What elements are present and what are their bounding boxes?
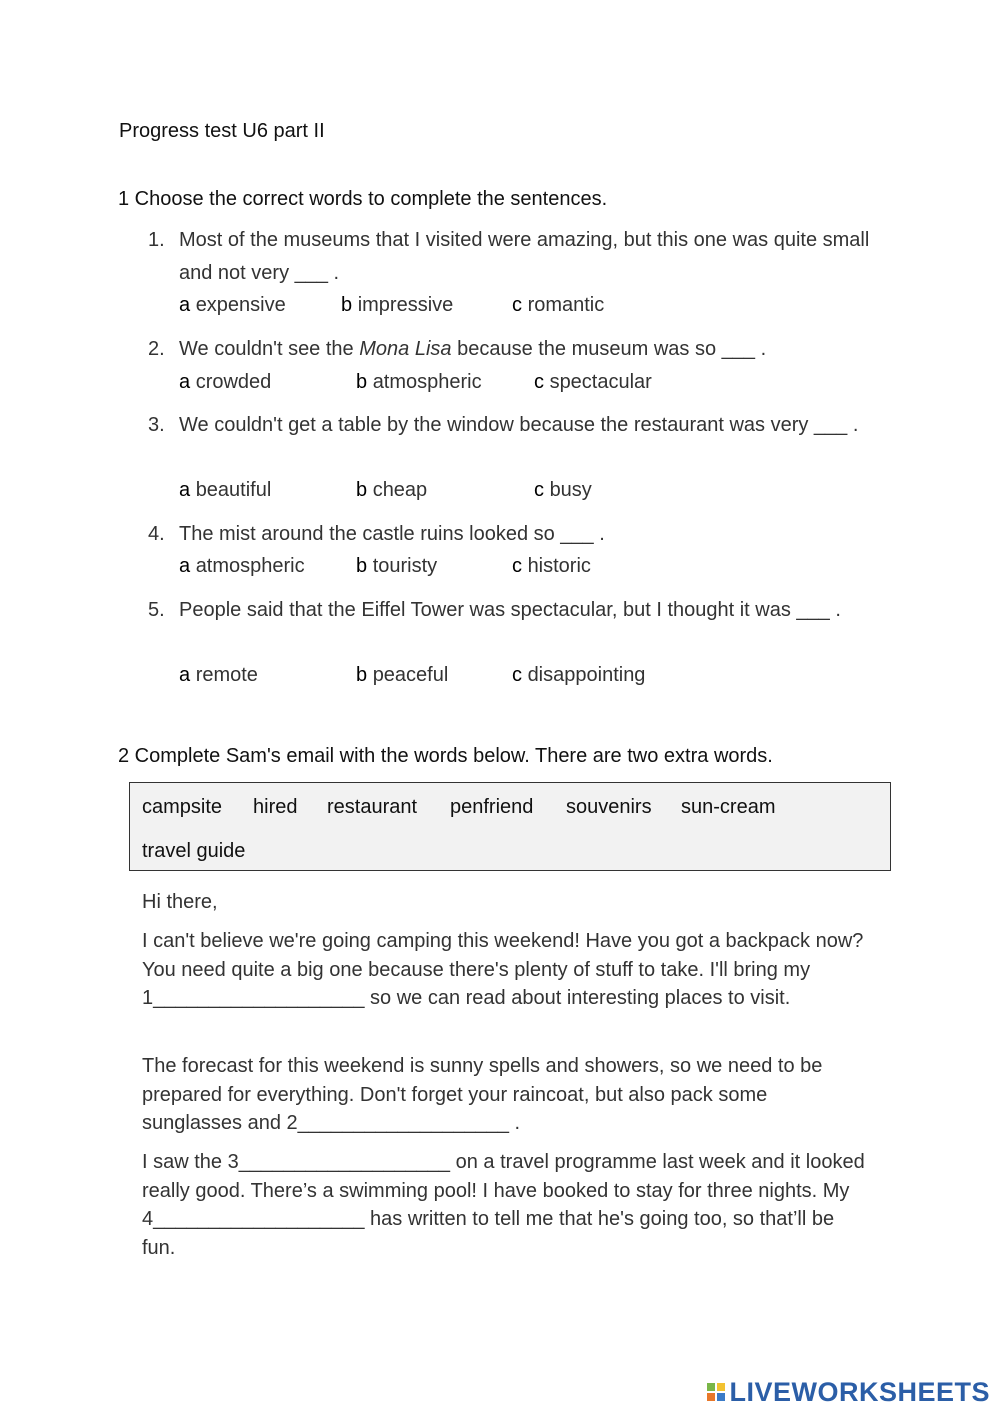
option-a[interactable]: a remote bbox=[179, 664, 258, 686]
email-paragraph-3: I saw the 3___________________ on a travel programme last week and it looked really good. There’s a swimming pool! I have booked to stay for three nights. My 4___________________ has written to tell me that he's going too, so that’ll be fun. bbox=[142, 1151, 865, 1259]
option-b[interactable]: b peaceful bbox=[356, 664, 449, 686]
word-bank-item: sun-cream bbox=[681, 796, 776, 818]
option-a[interactable]: a expensive bbox=[179, 294, 286, 316]
logo-text: LIVEWORKSHEETS bbox=[729, 1376, 990, 1407]
option-c[interactable]: c disappointing bbox=[512, 664, 646, 686]
liveworksheets-logo bbox=[707, 1377, 990, 1407]
question-text: We couldn't get a table by the window because the restaurant was very ___ . bbox=[179, 414, 859, 436]
word-bank-item: hired bbox=[253, 796, 298, 818]
email-greeting: Hi there, bbox=[142, 891, 218, 913]
question-text: We couldn't see the Mona Lisa because the museum was so ___ . bbox=[179, 338, 767, 360]
section1-heading: 1 Choose the correct words to complete the sentences. bbox=[118, 188, 608, 210]
email-paragraph-1: I can't believe we're going camping this weekend! Have you got a backpack now? You need quite a big one because there's plenty of stuff to take. I'll bring my 1___________________ so we can read about interesting places to visit. bbox=[142, 930, 864, 1010]
option-b[interactable]: b touristy bbox=[356, 555, 438, 577]
question-text: The mist around the castle ruins looked so ___ . bbox=[179, 523, 605, 545]
option-c[interactable]: c romantic bbox=[512, 294, 605, 316]
question-number: 4. bbox=[148, 523, 165, 545]
artwork-title: Mona Lisa bbox=[359, 338, 452, 360]
question-text: Most of the museums that I visited were amazing, but this one was quite small and not very ___ . bbox=[179, 229, 870, 284]
option-b[interactable]: b cheap bbox=[356, 479, 428, 501]
page-title: Progress test U6 part II bbox=[119, 120, 325, 142]
option-a[interactable]: a crowded bbox=[179, 371, 272, 393]
word-bank-item: restaurant bbox=[327, 796, 418, 818]
word-bank-item: travel guide bbox=[142, 840, 246, 862]
option-b[interactable]: b impressive bbox=[341, 294, 454, 316]
option-c[interactable]: c spectacular bbox=[534, 371, 652, 393]
logo-grid-icon bbox=[707, 1383, 725, 1401]
option-a[interactable]: a atmospheric bbox=[179, 555, 305, 577]
question-number: 3. bbox=[148, 414, 165, 436]
word-bank-item: campsite bbox=[142, 796, 223, 818]
option-c[interactable]: c busy bbox=[534, 479, 592, 501]
question-number: 5. bbox=[148, 599, 165, 621]
email-paragraph-2: The forecast for this weekend is sunny spells and showers, so we need to be prepared for everything. Don't forget your raincoat, but also pack some sunglasses and 2___________________ . bbox=[142, 1055, 823, 1135]
question-number: 2. bbox=[148, 338, 165, 360]
option-c[interactable]: c historic bbox=[512, 555, 591, 577]
word-bank-item: souvenirs bbox=[566, 796, 652, 818]
option-a[interactable]: a beautiful bbox=[179, 479, 272, 501]
question-number: 1. bbox=[148, 229, 165, 251]
option-b[interactable]: b atmospheric bbox=[356, 371, 482, 393]
word-bank bbox=[129, 782, 891, 871]
section2-heading: 2 Complete Sam's email with the words below. There are two extra words. bbox=[118, 745, 773, 767]
question-text: People said that the Eiffel Tower was spectacular, but I thought it was ___ . bbox=[179, 599, 841, 621]
word-bank-item: penfriend bbox=[450, 796, 534, 818]
